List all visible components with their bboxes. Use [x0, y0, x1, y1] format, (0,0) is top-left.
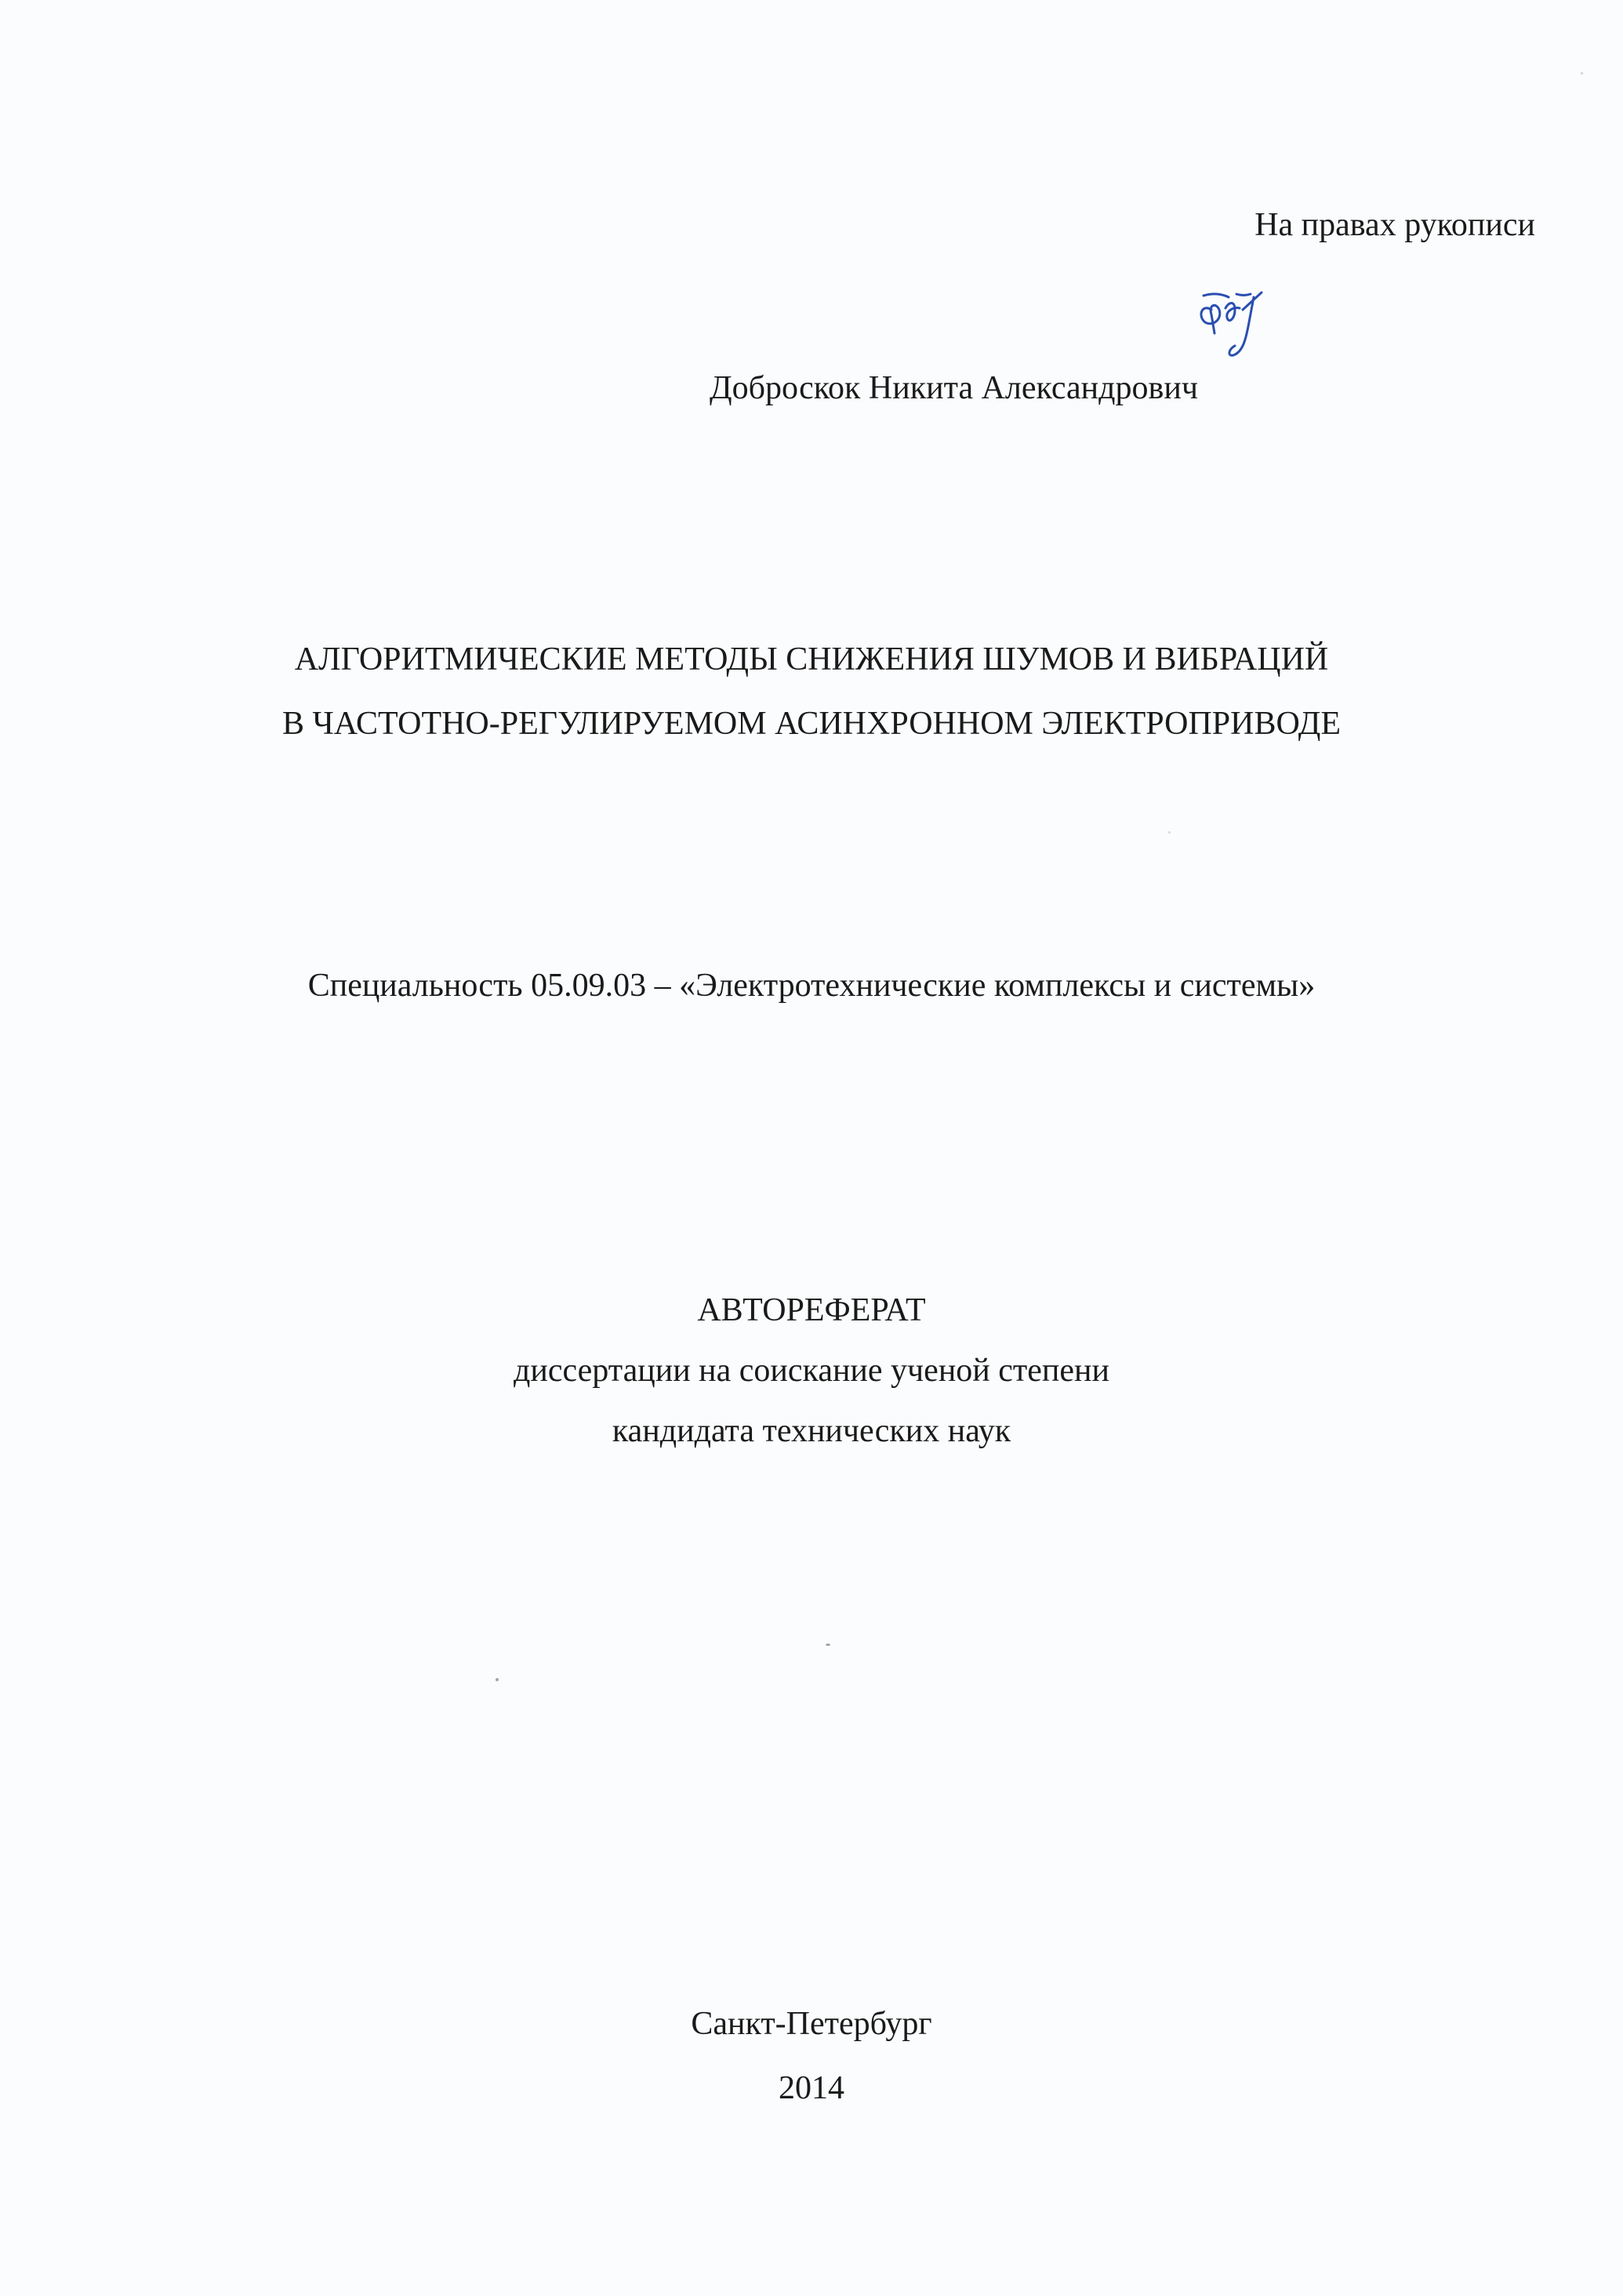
abstract-line-2: кандидата технических наук: [612, 1413, 1011, 1449]
scan-speck: [496, 1678, 499, 1681]
title-line-2: В ЧАСТОТНО-РЕГУЛИРУЕМОМ АСИНХРОННОМ ЭЛЕКТРОПРИВОДЕ: [281, 706, 1342, 742]
manuscript-note: На правах рукописи: [1254, 207, 1535, 243]
signature-icon: [1188, 278, 1282, 365]
footer-block: [0, 1992, 1623, 2120]
abstract-heading: АВТОРЕФЕРАТ: [697, 1292, 926, 1328]
title-line-1: АЛГОРИТМИЧЕСКИЕ МЕТОДЫ СНИЖЕНИЯ ШУМОВ И ВИБРАЦИЙ: [294, 641, 1329, 678]
footer-city: Санкт-Петербург: [691, 2006, 932, 2042]
abstract-block: [0, 1281, 1623, 1462]
scan-speck: [1168, 831, 1171, 834]
abstract-line-1: диссертации на соискание ученой степени: [514, 1353, 1109, 1389]
scan-speck: [1581, 72, 1583, 74]
scan-speck: [826, 1644, 830, 1646]
document-title: [0, 627, 1623, 756]
specialty-line: Специальность 05.09.03 – «Электротехнические комплексы и системы»: [307, 968, 1316, 1004]
footer-year: 2014: [779, 2070, 844, 2106]
author-name: Доброскок Никита Александрович: [710, 370, 1198, 406]
